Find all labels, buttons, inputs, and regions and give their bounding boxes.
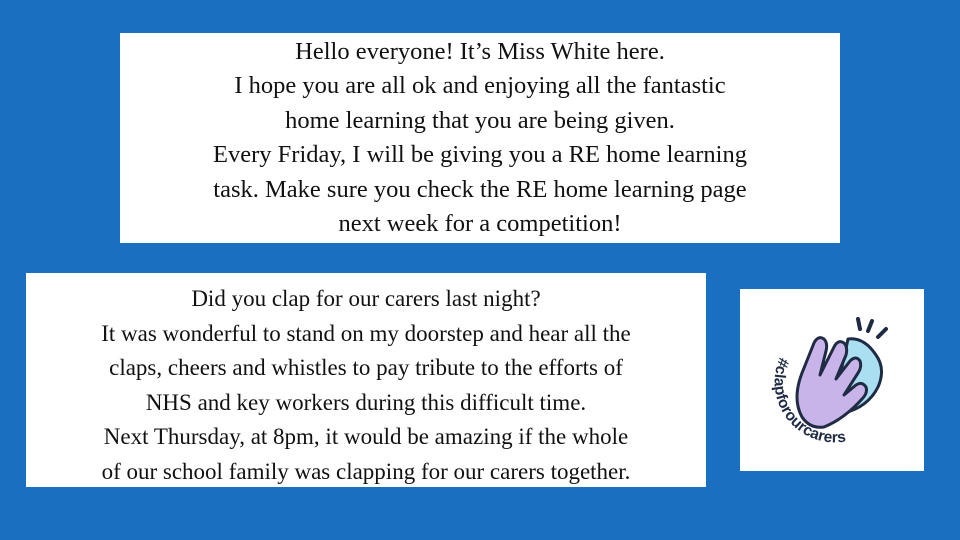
bottom-message-line: Next Thursday, at 8pm, it would be amazing if the whole — [103, 424, 629, 450]
top-message-line: Every Friday, I will be giving you a RE home learning — [213, 141, 747, 169]
bottom-message-line: Did you clap for our carers last night? — [191, 286, 541, 311]
top-message-line: I hope you are all ok and enjoying all the fantastic — [234, 72, 726, 100]
bottom-message-box — [26, 273, 706, 487]
top-message-box — [120, 33, 840, 243]
bottom-message-line: of our school family was clapping for our carers together. — [101, 458, 631, 484]
top-message-line: next week for a competition! — [338, 210, 622, 238]
bottom-message-line: It was wonderful to stand on my doorstep and hear all the — [101, 320, 631, 346]
clapping-hands-icon — [740, 289, 924, 471]
top-message-line: task. Make sure you check the RE home learning page — [213, 175, 747, 203]
top-message-line: Hello everyone! It’s Miss White here. — [295, 38, 665, 65]
clap-motion-marks — [858, 319, 886, 337]
clap-for-carers-logo — [740, 289, 924, 471]
bottom-message-line: NHS and key workers during this difficult time. — [145, 389, 587, 415]
top-message-line: home learning that you are being given. — [285, 106, 675, 134]
bottom-message-line: claps, cheers and whistles to pay tribute to the efforts of — [109, 355, 623, 381]
hashtag-text: #clapforourcarers — [770, 355, 847, 447]
